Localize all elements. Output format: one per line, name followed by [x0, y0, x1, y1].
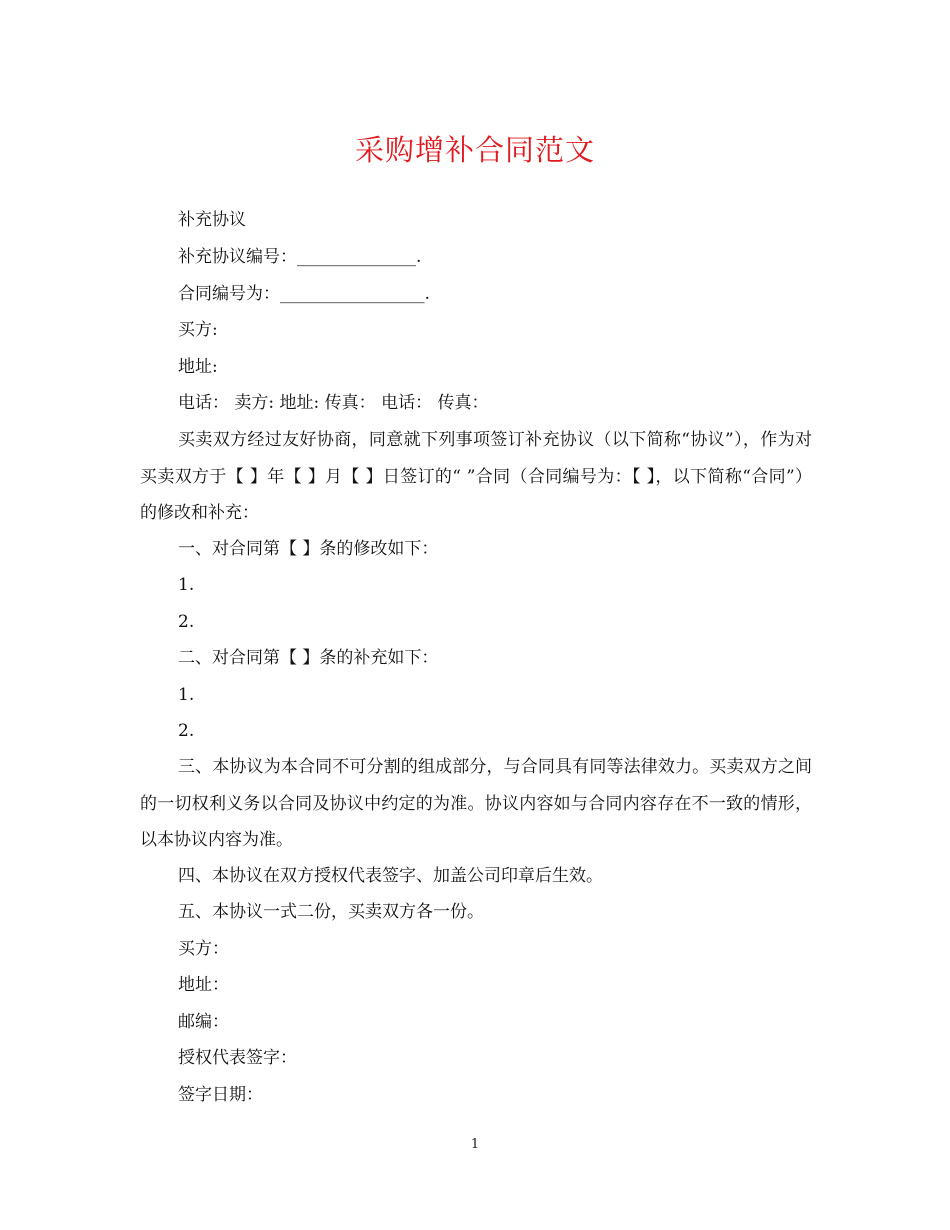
- signature-buyer-line: 买方：: [178, 939, 229, 959]
- intro-paragraph: 买卖双方经过友好协商，同意就下列事项签订补充协议（以下简称“协议”），作为对买卖双方于【 】年【 】月【 】日签订的“ ”合同（合同编号为：【 】，以下简称“合同”）的修改和补充：: [140, 430, 812, 523]
- page-number: 1: [470, 1137, 480, 1152]
- agreement-number-line: 补充协议编号：______________.: [178, 247, 422, 267]
- section-3-paragraph: 三、本协议为本合同不可分割的组成部分，与合同具有同等法律效力。买卖双方之间的一切权利义务以合同及协议中约定的为准。协议内容如与合同内容存在不一致的情形，以本协议内容为准。: [140, 757, 812, 850]
- authorized-signature-line: 授权代表签字：: [178, 1048, 297, 1068]
- document-title: 采购增补合同范文: [354, 133, 595, 167]
- signature-postcode-line: 邮编：: [178, 1012, 229, 1032]
- section-1-item-2: 2.: [178, 612, 195, 632]
- heading-supplementary-agreement: 补充协议: [178, 210, 246, 230]
- contact-line: 电话： 卖方: 地址: 传真： 电话： 传真：: [178, 393, 489, 413]
- contract-number-line: 合同编号为：_________________.: [178, 284, 430, 304]
- address-line: 地址:: [178, 357, 218, 377]
- section-2-heading: 二、对合同第【 】条的补充如下：: [178, 648, 439, 668]
- section-2-item-1: 1.: [178, 685, 195, 705]
- signature-address-line: 地址：: [178, 975, 229, 995]
- buyer-line: 买方:: [178, 320, 218, 340]
- signature-date-line: 签字日期：: [178, 1085, 263, 1105]
- section-4-line: 四、本协议在双方授权代表签字、加盖公司印章后生效。: [178, 866, 603, 886]
- section-1-item-1: 1.: [178, 575, 195, 595]
- section-5-line: 五、本协议一式二份，买卖双方各一份。: [178, 902, 484, 922]
- section-2-item-2: 2.: [178, 721, 195, 741]
- section-1-heading: 一、对合同第【 】条的修改如下：: [178, 539, 439, 559]
